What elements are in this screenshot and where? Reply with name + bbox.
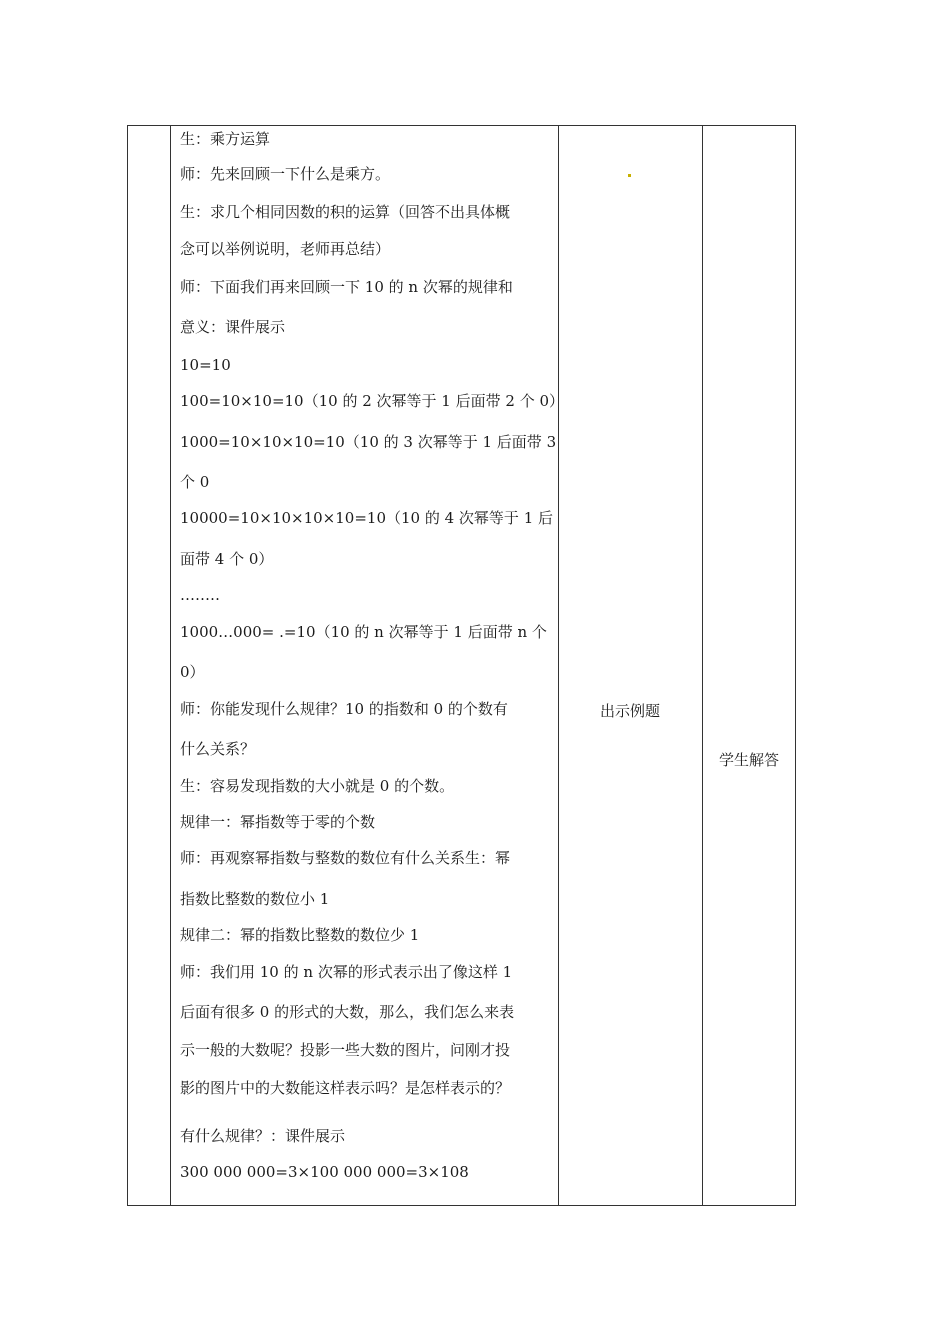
content-line: 规律二：幂的指数比整数的数位少 1 — [180, 926, 420, 944]
content-line: 师：你能发现什么规律？10 的指数和 0 的个数有 — [180, 700, 508, 718]
content-line: 示一般的大数呢？投影一些大数的图片，问刚才投 — [180, 1041, 511, 1059]
lesson-table — [127, 125, 796, 1206]
content-line: 生：乘方运算 — [180, 130, 271, 148]
content-line: 生：求几个相同因数的积的运算（回答不出具体概 — [180, 203, 511, 221]
content-line: 个 0 — [180, 473, 210, 491]
content-line: 规律一：幂指数等于零的个数 — [180, 813, 376, 831]
content-line: 影的图片中的大数能这样表示吗？是怎样表示的？ — [180, 1079, 511, 1097]
content-line: 面带 4 个 0） — [180, 550, 274, 568]
content-line: 100=10×10=10（10 的 2 次幂等于 1 后面带 2 个 0） — [180, 392, 565, 410]
content-line: 念可以举例说明，老师再总结） — [180, 240, 391, 258]
content-line: 10=10 — [180, 356, 231, 374]
content-line: 什么关系？ — [180, 740, 256, 758]
student-activity-cell: 学生解答 — [718, 751, 779, 769]
content-line: 意义：课件展示 — [180, 318, 286, 336]
content-line: 300 000 000=3×100 000 000=3×108 — [180, 1163, 469, 1181]
teacher-activity-cell: 出示例题 — [599, 702, 660, 720]
content-line: 师：下面我们再来回顾一下 10 的 n 次幂的规律和 — [180, 278, 513, 296]
content-line: 有什么规律？：课件展示 — [180, 1127, 346, 1145]
content-line: 师：我们用 10 的 n 次幂的形式表示出了像这样 1 — [180, 963, 513, 981]
content-line: 后面有很多 0 的形式的大数，那么，我们怎么来表 — [180, 1003, 515, 1021]
content-line: 指数比整数的数位小 1 — [180, 890, 330, 908]
column-divider-1 — [170, 126, 171, 1205]
column-divider-2 — [558, 126, 559, 1205]
content-line: 1000=10×10×10=10（10 的 3 次幂等于 1 后面带 3 — [180, 433, 557, 451]
content-line: 师：再观察幂指数与整数的数位有什么关系生：幂 — [180, 849, 511, 867]
content-line: ‥‥‥‥ — [180, 586, 221, 604]
content-line: 10000=10×10×10×10=10（10 的 4 次幂等于 1 后 — [180, 509, 554, 527]
column-divider-3 — [702, 126, 703, 1205]
content-line: 0） — [180, 663, 205, 681]
marker-dot — [628, 174, 631, 177]
content-line: 师：先来回顾一下什么是乘方。 — [180, 165, 391, 183]
content-line: 1000…000= .=10（10 的 n 次幂等于 1 后面带 n 个 — [180, 623, 547, 641]
content-line: 生：容易发现指数的大小就是 0 的个数。 — [180, 777, 455, 795]
